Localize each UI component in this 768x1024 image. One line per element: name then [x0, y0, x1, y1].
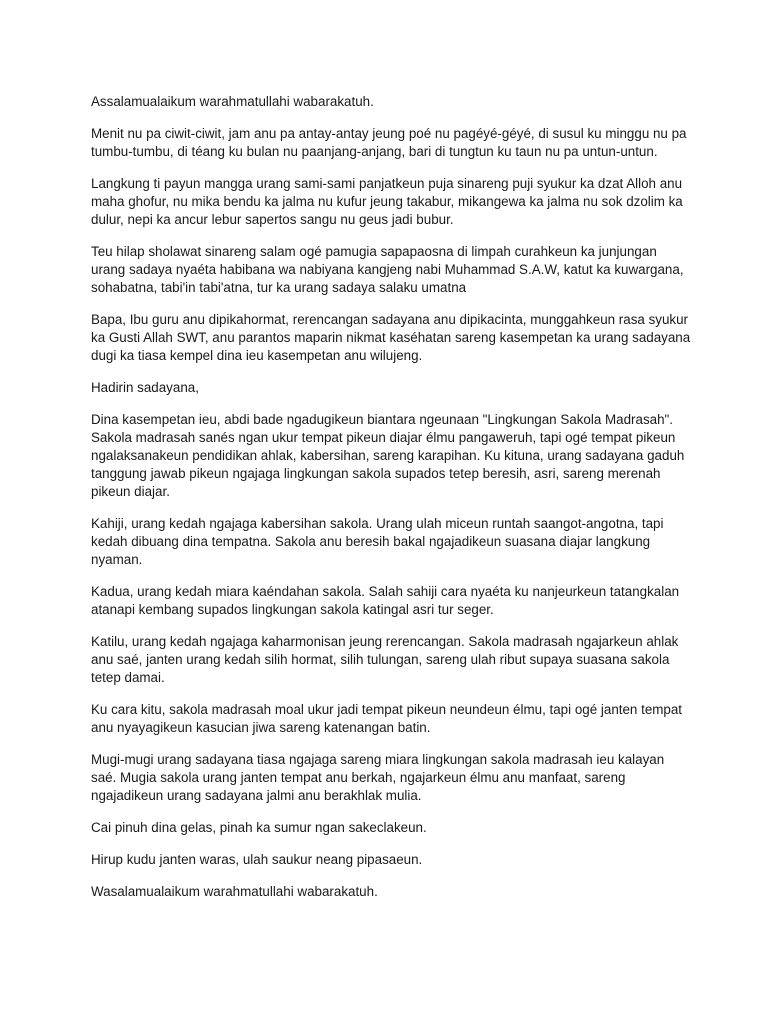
third-point-paragraph: Katilu, urang kedah ngajaga kaharmonisan jeung rerencangan. Sakola madrasah ngajarkeun ahlak anu saé, janten urang kedah silih hormat, silih tulungan, sareng ulah ribut supaya suasana sakola tetep damai.: [91, 634, 679, 685]
greeting-paragraph: Assalamualaikum warahmatullahi wabarakatuh.: [91, 94, 374, 109]
second-point-paragraph: Kadua, urang kedah miara kaéndahan sakola. Salah sahiji cara nyaéta ku nanjeurkeun tatangkalan atanapi kembang supados lingkungan sakola katingal asri tur seger.: [91, 584, 680, 617]
opening-paragraph: Menit nu pa ciwit-ciwit, jam anu pa antay-antay jeung poé nu pagéyé-géyé, di susul ku minggu nu pa tumbu-tumbu, di téang ku bulan nu paanjang-anjang, bari di tungtun ku taun nu pa untun-untun.: [91, 126, 687, 159]
pantun-line-2: Hirup kudu janten waras, ulah saukur neang pipasaeun.: [91, 852, 423, 867]
address-paragraph: Bapa, Ibu guru anu dipikahormat, rerencangan sadayana anu dipikacinta, munggahkeun rasa syukur ka Gusti Allah SWT, anu parantos maparin nikmat kaséhatan sareng kasempetan ka urang sadayana dugi ka tiasa kempel dina ieu kasempetan anu wilujeng.: [91, 312, 691, 363]
document-body: [91, 93, 691, 915]
conclusion-paragraph: Ku cara kitu, sakola madrasah moal ukur jadi tempat pikeun neundeun élmu, tapi ogé janten tempat anu nyayagikeun kasucian jiwa sareng katenangan batin.: [91, 702, 683, 735]
praise-paragraph: Langkung ti payun mangga urang sami-sami panjatkeun puja sinareng puji syukur ka dzat Alloh anu maha ghofur, nu mika bendu ka jalma nu kufur jeung takabur, mikangewa ka jalma nu sok dzolim ka dulur, nepi ka ancur lebur sapertos sangu nu geus jadi bubur.: [91, 176, 683, 227]
pantun-line-1: Cai pinuh dina gelas, pinah ka sumur ngan sakeclakeun.: [91, 820, 427, 835]
closing-greeting-paragraph: Wasalamualaikum warahmatullahi wabarakatuh.: [91, 884, 378, 899]
audience-paragraph: Hadirin sadayana,: [91, 380, 199, 395]
sholawat-paragraph: Teu hilap sholawat sinareng salam ogé pamugia sapapaosna di limpah curahkeun ka junjungan urang sadaya nyaéta habibana wa nabiyana kangjeng nabi Muhammad S.A.W, katut ka kuwargana, sohabatna, tabi'in tabi'atna, tur ka urang sadaya salaku umatna: [91, 244, 684, 295]
introduction-paragraph: Dina kasempetan ieu, abdi bade ngadugikeun biantara ngeunaan "Lingkungan Sakola Madrasah". Sakola madrasah sanés ngan ukur tempat pikeun diajar élmu pangaweruh, tapi ogé tempat pikeun ngalaksanakeun pendidikan ahlak, kabersihan, sareng karapihan. Ku kituna, urang sadayana gaduh tanggung jawab pikeun ngajaga lingkungan sakola supados tetep beresih, asri, sareng merenah pikeun diajar.: [91, 412, 685, 499]
first-point-paragraph: Kahiji, urang kedah ngajaga kabersihan sakola. Urang ulah miceun runtah saangot-angotna, tapi kedah dibuang dina tempatna. Sakola anu beresih bakal ngajadikeun suasana diajar langkung nyaman.: [91, 516, 664, 567]
hope-paragraph: Mugi-mugi urang sadayana tiasa ngajaga sareng miara lingkungan sakola madrasah ieu kalayan saé. Mugia sakola urang janten tempat anu berkah, ngajarkeun élmu anu manfaat, sareng ngajadikeun urang sadayana jalmi anu berakhlak mulia.: [91, 752, 665, 803]
